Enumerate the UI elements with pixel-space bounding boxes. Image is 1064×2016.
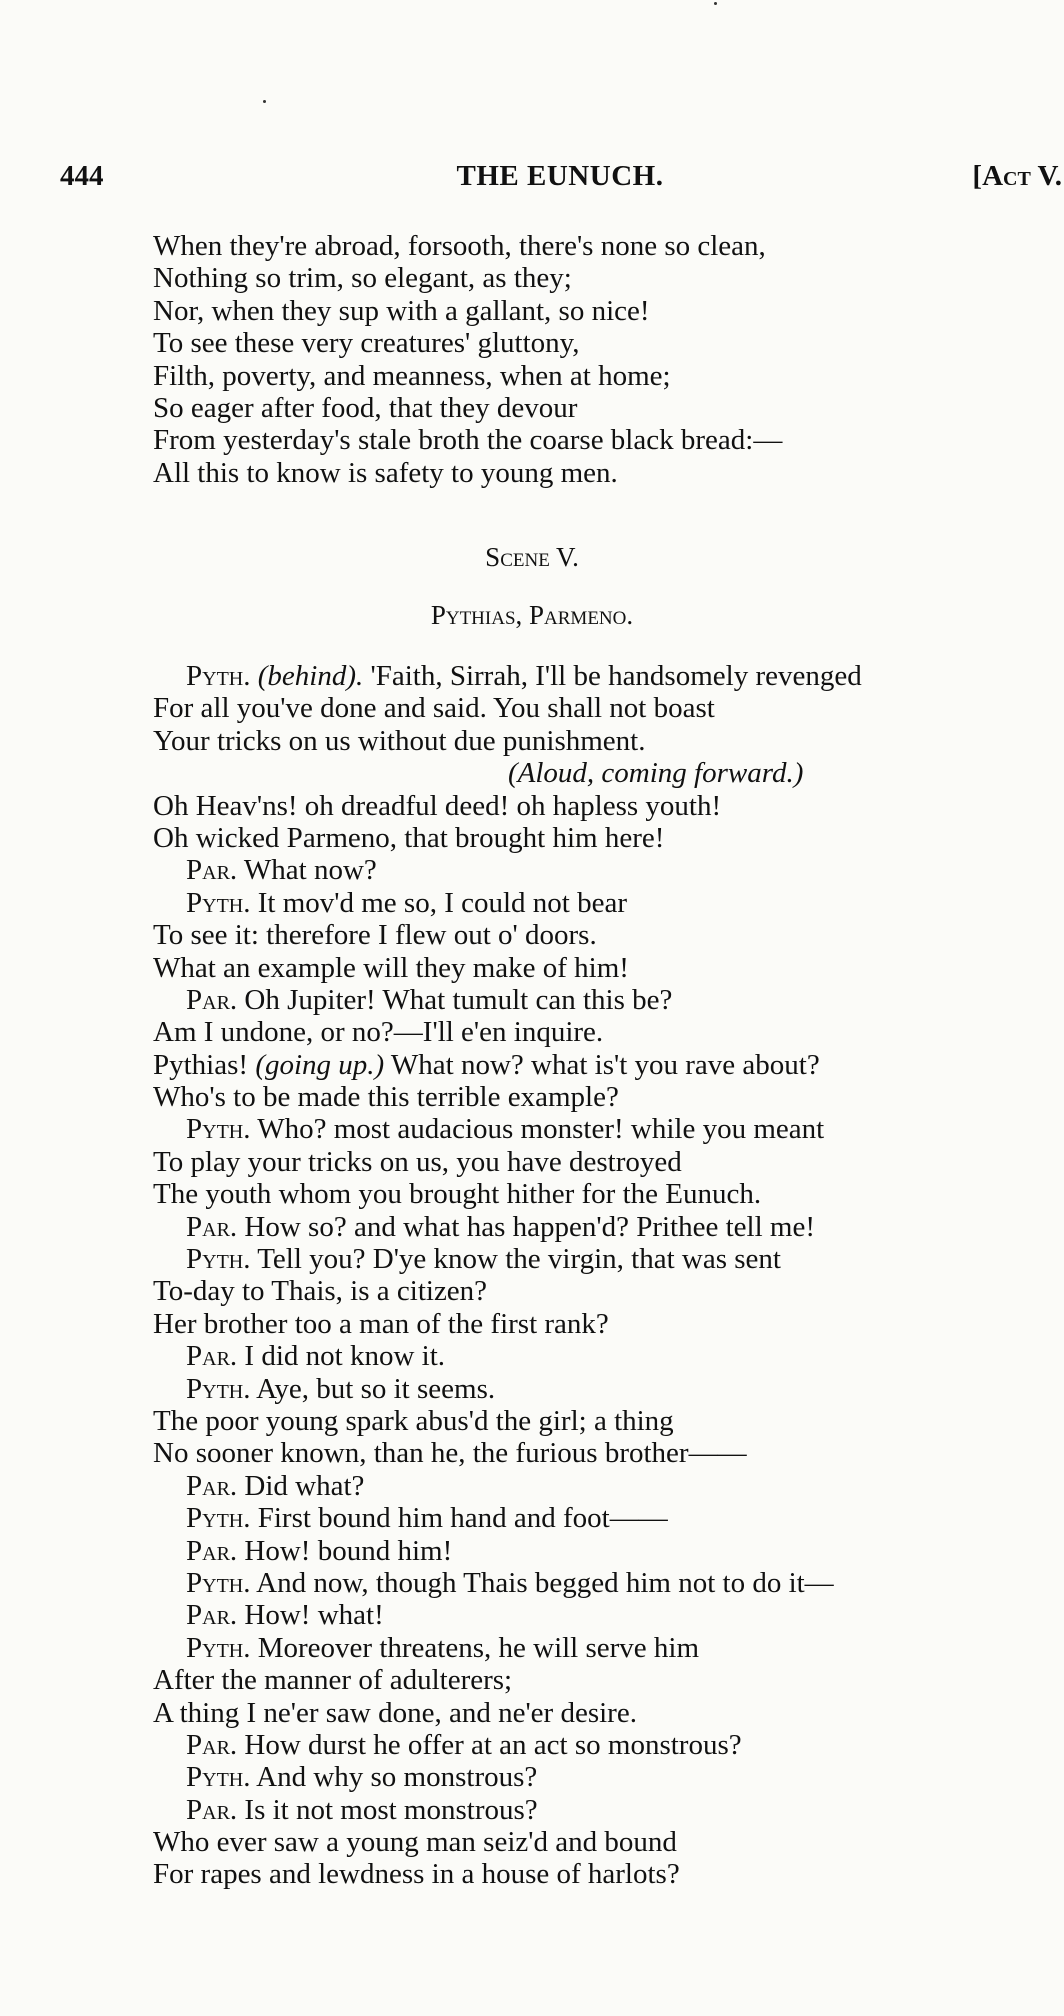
verse-line: All this to know is safety to young men.: [153, 456, 618, 489]
speaker-name: Pyth.: [186, 1631, 251, 1664]
speech-text: Pythias!: [153, 1048, 256, 1081]
speech-text: How! what!: [237, 1599, 384, 1632]
stage-direction-line: (Aloud, coming forward.): [508, 757, 804, 790]
speech-text: What now? what is't you rave about?: [384, 1048, 820, 1081]
dialogue-line: Am I undone, or no?—I'll e'en inquire.: [153, 1016, 604, 1049]
dialogue-line: [153, 660, 1058, 692]
speaker-name: Pyth.: [186, 1372, 251, 1405]
speech-text: Did what?: [237, 1469, 365, 1502]
dialogue-line: [153, 1794, 1058, 1826]
dialogue-line: [153, 1567, 1058, 1599]
act-label: [Act V.: [972, 160, 1062, 192]
speech-text: Tell you? D'ye know the virgin, that was sent: [250, 1243, 781, 1276]
dialogue-line: [153, 1340, 1058, 1372]
verse-line: Nothing so trim, so elegant, as they;: [153, 262, 572, 295]
dialogue-line: A thing I ne'er saw done, and ne'er desire.: [153, 1696, 637, 1729]
verse-line: Filth, poverty, and meanness, when at home;: [153, 359, 671, 392]
speech-text: 'Faith, Sirrah, I'll be handsomely revenged: [363, 660, 862, 692]
speaker-name: Par.: [186, 854, 238, 887]
dialogue-line: Your tricks on us without due punishment.: [153, 724, 646, 757]
speech-text: Who? most audacious monster! while you meant: [250, 1113, 825, 1146]
speech-text: It mov'd me so, I could not bear: [250, 886, 627, 919]
speech-text: And why so monstrous?: [250, 1761, 538, 1794]
dialogue-line: [153, 1049, 1058, 1081]
dialogue-line: [153, 1729, 1058, 1761]
dialogue-line: [153, 984, 1058, 1016]
speech-text: How durst he offer at an act so monstrous?: [237, 1728, 742, 1761]
speaker-name: Par.: [186, 1599, 238, 1632]
speaker-name: Pyth.: [186, 1243, 251, 1276]
speech-text: What now?: [237, 854, 377, 887]
dialogue-line: To-day to Thais, is a citizen?: [153, 1275, 488, 1308]
dialogue-line: To play your tricks on us, you have destroyed: [153, 1145, 682, 1178]
dialogue-line: Oh Heav'ns! oh dreadful deed! oh hapless youth!: [153, 789, 722, 822]
speaker-name: Pyth.: [186, 1113, 251, 1146]
dialogue-line: For all you've done and said. You shall not boast: [153, 692, 715, 725]
dialogue-line: [153, 1535, 1058, 1567]
speaker-name: Par.: [186, 1469, 238, 1502]
speaker-name: Par.: [186, 983, 238, 1016]
speech-text: First bound him hand and foot——: [250, 1502, 668, 1535]
stage-direction: (going up.): [255, 1048, 385, 1081]
dialogue-line: [153, 1113, 1058, 1145]
speech-text: Oh Jupiter! What tumult can this be?: [237, 983, 673, 1016]
dialogue-line: Who's to be made this terrible example?: [153, 1081, 619, 1114]
dialogue-line: [153, 1243, 1058, 1275]
dialogue-line: [153, 1761, 1058, 1793]
dialogue-line: [153, 854, 1058, 886]
dialogue-line: What an example will they make of him!: [153, 951, 629, 984]
dialogue-line: [153, 1599, 1058, 1631]
speech-text: And now, though Thais begged him not to do it—: [250, 1566, 834, 1599]
scene-dialogue: [153, 660, 1058, 1891]
running-header: [60, 160, 1064, 200]
opening-verse: [153, 230, 1058, 489]
dialogue-line: [153, 887, 1058, 919]
stage-direction: (behind).: [257, 660, 364, 692]
speaker-name: Pyth.: [186, 1566, 251, 1599]
verse-line: So eager after food, that they devour: [153, 391, 578, 424]
speaker-name: Pyth.: [186, 886, 251, 919]
print-speck: [263, 100, 266, 103]
verse-line: To see these very creatures' gluttony,: [153, 327, 580, 360]
dialogue-line: After the manner of adulterers;: [153, 1664, 513, 1697]
speech-text: Is it not most monstrous?: [237, 1793, 538, 1826]
verse-line: From yesterday's stale broth the coarse black bread:—: [153, 424, 783, 457]
running-title: THE EUNUCH.: [456, 160, 664, 192]
verse-line: Nor, when they sup with a gallant, so nice!: [153, 294, 650, 327]
speaker-name: Par.: [186, 1728, 238, 1761]
scene-heading: Scene V.: [485, 542, 579, 572]
dialogue-line: [153, 1211, 1058, 1243]
speaker-name: Pyth.: [186, 1761, 251, 1794]
page-number: 444: [60, 160, 104, 192]
dialogue-line: The poor young spark abus'd the girl; a thing: [153, 1404, 674, 1437]
speech-text: How so? and what has happen'd? Prithee tell me!: [237, 1210, 815, 1243]
speaker-name: Pyth.: [186, 660, 251, 692]
scene-characters: Pythias, Parmeno.: [430, 600, 634, 630]
speech-text: Aye, but so it seems.: [250, 1372, 496, 1405]
dialogue-line: To see it: therefore I flew out o' doors.: [153, 919, 597, 952]
speech-text: Moreover threatens, he will serve him: [250, 1631, 700, 1664]
dialogue-line: Oh wicked Parmeno, that brought him here!: [153, 821, 665, 854]
speaker-name: Par.: [186, 1793, 238, 1826]
speaker-name: Par.: [186, 1340, 238, 1373]
dialogue-line: [153, 1470, 1058, 1502]
dialogue-line: [153, 1373, 1058, 1405]
speech-text: I did not know it.: [237, 1340, 446, 1373]
verse-line: When they're abroad, forsooth, there's none so clean,: [153, 230, 766, 262]
print-speck: [714, 2, 717, 5]
dialogue-line: Her brother too a man of the first rank?: [153, 1307, 609, 1340]
speaker-name: Par.: [186, 1534, 238, 1567]
speaker-name: Par.: [186, 1210, 238, 1243]
dialogue-line: The youth whom you brought hither for the Eunuch.: [153, 1178, 762, 1211]
dialogue-line: No sooner known, than he, the furious brother——: [153, 1437, 747, 1470]
speaker-name: Pyth.: [186, 1502, 251, 1535]
dialogue-line: Who ever saw a young man seiz'd and bound: [153, 1826, 677, 1859]
dialogue-line: [153, 1632, 1058, 1664]
speech-text: How! bound him!: [237, 1534, 453, 1567]
dialogue-line: For rapes and lewdness in a house of harlots?: [153, 1858, 680, 1891]
dialogue-line: [153, 1502, 1058, 1534]
